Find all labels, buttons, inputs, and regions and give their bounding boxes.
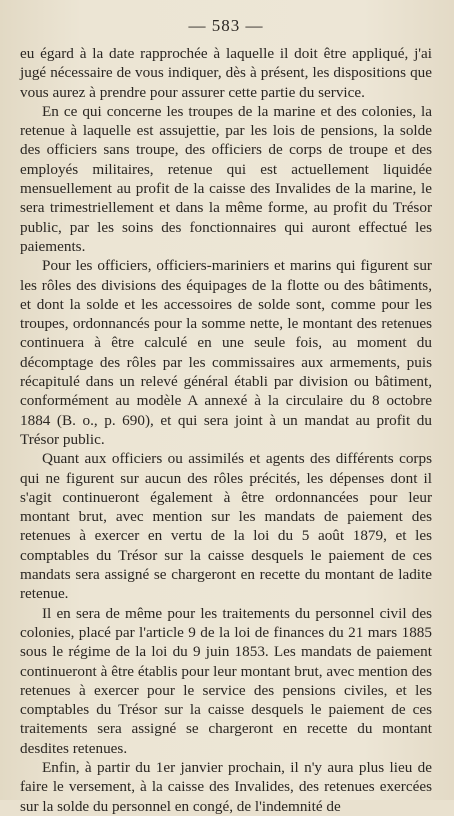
paragraph-enfin: Enfin, à partir du 1er janvier prochain, il n'y aura plus lieu de faire le versement, à la caisse des Invalides, des retenues exercées sur la solde du personnel en congé, de l'indemnité de (20, 758, 432, 815)
paragraph-officiers-mariniers: Pour les officiers, officiers-mariniers et marins qui figurent sur les rôles des divisions des équipages de la flotte ou des bâtiments, et dont la solde et les accessoires de solde sont, comme pour les troupes, ordonnancés pour la somme nette, le montant des retenues continuera à être calculé en une seule fois, au moment du décomptage des rôles par les commissaires aux armements, puis récapitulé dans un relevé général établi par division ou bâtiment, conformément au modèle A annexé à la circulaire du 8 octobre 1884 (B. o., p. 690), et qui sera joint à un mandat au profit du Trésor public. (20, 257, 432, 448)
paragraph-continuation: eu égard à la date rapprochée à laquelle il doit être appliqué, j'ai jugé nécessaire de vous indiquer, dès à présent, les dispositions que vous aurez à prendre pour assurer cette partie du service. (20, 45, 432, 101)
paragraph-troupes-marine: En ce qui concerne les troupes de la marine et des colonies, la retenue à laquelle est assujettie, par les lois de pensions, la solde des officiers sans troupe, des officiers de corps de troupe et des employés militaires, retenue qui est actuellement liquidée mensuellement au profit de la caisse des Invalides de la marine, le sera trimestriellement et dans la même forme, au profit du Trésor public, par les soins des fonctionnaires qui auront effectué les paiements. (20, 102, 432, 255)
paragraph-personnel-civil: Il en sera de même pour les traitements du personnel civil des colonies, placé par l'article 9 de la loi de finances du 21 mars 1885 sous le régime de la loi du 9 juin 1853. Les mandats de paiement continueront à être établis pour leur montant brut, avec mention des retenues à exercer pour le service des pensions civiles, et les comptables du Trésor sur la caisse desquels le paiement de ces traitements sera assigné se chargeront en recette du montant desdites retenues. (20, 604, 432, 757)
paragraph-officiers-assimiles: Quant aux officiers ou assimilés et agents des différents corps qui ne figurent sur aucun des rôles précités, les dépenses dont il s'agit continueront également à être ordonnancées pour leur montant brut, avec mention sur les mandats de paiement des retenues à exercer en vertu de la loi du 5 août 1879, et les comptables du Trésor sur la caisse desquels le paiement de ces mandats sera assigné se chargeront en recette du montant de ladite retenue. (20, 450, 432, 603)
page-number: — 583 — (188, 16, 264, 35)
